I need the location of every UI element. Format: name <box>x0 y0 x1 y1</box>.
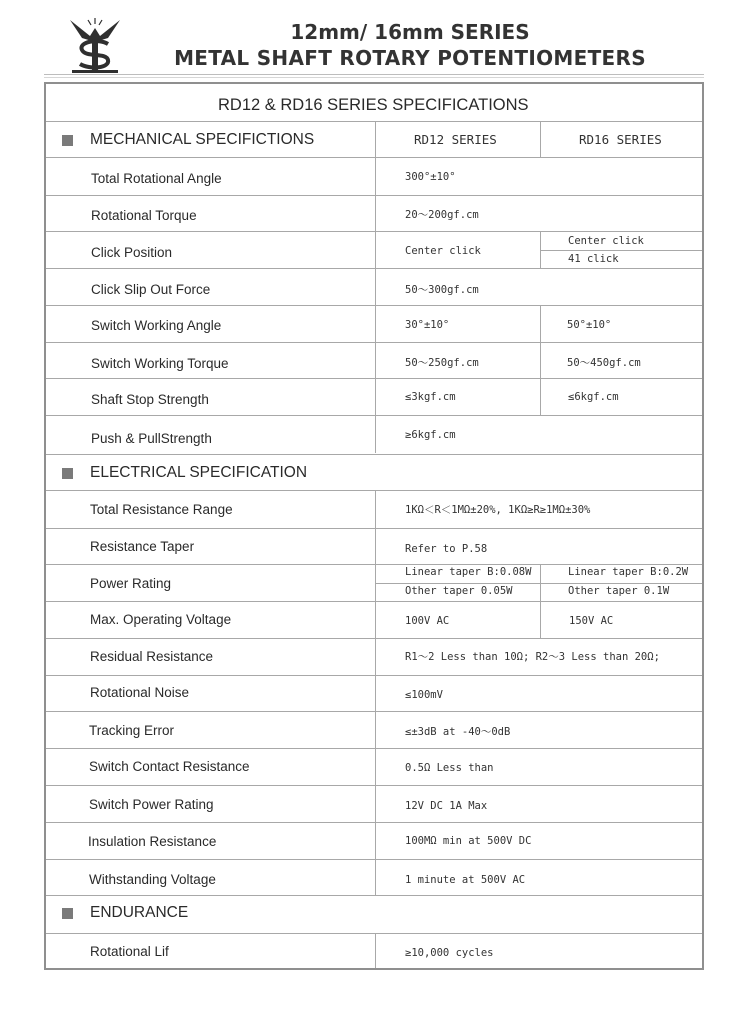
grid-line <box>46 268 702 269</box>
row-label: Resistance Taper <box>90 539 195 554</box>
row-value: 0.5Ω Less than <box>405 762 494 774</box>
row-label: Shaft Stop Strength <box>91 392 209 407</box>
electrical-heading: ELECTRICAL SPECIFICATION <box>90 464 308 481</box>
row-label: Rotational Torque <box>91 208 197 223</box>
column-header-rd16: RD16 SERIES <box>579 132 662 147</box>
grid-line <box>46 564 702 565</box>
row-label: Total Rotational Angle <box>91 171 222 186</box>
grid-line <box>46 342 702 343</box>
grid-line <box>376 583 702 584</box>
row-label: Switch Working Angle <box>91 318 222 333</box>
grid-line <box>540 305 541 415</box>
section-bullet <box>62 468 73 479</box>
grid-line <box>46 822 702 823</box>
grid-line <box>46 601 702 602</box>
row-value: Center click <box>405 245 481 257</box>
row-value: 20～200gf.cm <box>405 209 479 221</box>
row-value: R1～2 Less than 10Ω; R2～3 Less than 20Ω; <box>405 651 660 663</box>
row-value: Refer to P.58 <box>405 543 488 555</box>
grid-line <box>46 675 702 676</box>
row-value: Linear taper B:0.2W <box>568 566 689 578</box>
row-label: Click Position <box>91 245 173 260</box>
grid-line <box>46 305 702 306</box>
row-label: Switch Power Rating <box>89 797 214 812</box>
row-value: 50°±10° <box>567 319 612 331</box>
grid-line <box>46 859 702 860</box>
grid-line <box>46 415 702 416</box>
row-value: ≤100mV <box>405 689 443 701</box>
row-value: 12V DC 1A Max <box>405 800 488 812</box>
grid-line <box>46 933 702 934</box>
page-title-line2: METAL SHAFT ROTARY POTENTIOMETERS <box>174 46 646 70</box>
row-value: 41 click <box>568 253 619 265</box>
header-rule-thin <box>44 77 704 78</box>
row-label: Switch Contact Resistance <box>89 759 250 774</box>
row-value: 150V AC <box>569 615 614 627</box>
mechanical-heading: MECHANICAL SPECIFICTIONS <box>90 131 315 148</box>
grid-line <box>46 528 702 529</box>
grid-line <box>46 195 702 196</box>
row-label: Switch Working Torque <box>91 356 229 371</box>
section-bullet <box>62 135 73 146</box>
grid-line <box>46 711 702 712</box>
row-value: 300°±10° <box>405 171 456 183</box>
grid-line <box>540 231 541 268</box>
row-value: 1 minute at 500V AC <box>405 874 526 886</box>
grid-line <box>375 933 376 968</box>
row-value: 30°±10° <box>405 319 450 331</box>
row-value: Other taper 0.1W <box>568 585 670 597</box>
row-value: 50～250gf.cm <box>405 357 479 369</box>
grid-line <box>46 638 702 639</box>
section-bullet <box>62 908 73 919</box>
row-label: Insulation Resistance <box>88 834 217 849</box>
grid-line <box>46 231 702 232</box>
row-value: ≥6kgf.cm <box>405 429 456 441</box>
grid-line <box>46 785 702 786</box>
grid-line <box>540 564 541 638</box>
header-rule <box>44 74 704 75</box>
grid-line <box>46 895 702 896</box>
endurance-heading: ENDURANCE <box>90 904 189 921</box>
grid-line <box>540 250 702 251</box>
row-value: Linear taper B:0.08W <box>405 566 532 578</box>
row-label: Residual Resistance <box>90 649 214 664</box>
row-value: 1KΩ＜R＜1MΩ±20%, 1KΩ≥R≥1MΩ±30% <box>405 504 591 516</box>
company-logo <box>68 16 122 74</box>
spec-table-title: RD12 & RD16 SERIES SPECIFICATIONS <box>218 96 529 114</box>
row-value: 100MΩ min at 500V DC <box>405 835 532 847</box>
grid-line <box>540 121 541 157</box>
row-value: Center click <box>568 235 644 247</box>
row-label: Click Slip Out Force <box>91 282 211 297</box>
grid-line <box>46 748 702 749</box>
grid-line <box>46 378 702 379</box>
row-value: 50～450gf.cm <box>567 357 641 369</box>
row-label: Push & PullStrength <box>91 431 212 446</box>
grid-line <box>46 121 702 122</box>
row-label: Rotational Lif <box>90 944 169 959</box>
row-label: Rotational Noise <box>90 685 190 700</box>
row-value: Other taper 0.05W <box>405 585 513 597</box>
row-value: ≤±3dB at -40～0dB <box>405 726 511 738</box>
grid-line <box>375 490 376 895</box>
row-label: Max. Operating Voltage <box>90 612 232 627</box>
grid-line <box>46 157 702 158</box>
row-value: ≤3kgf.cm <box>405 391 456 403</box>
row-value: ≤6kgf.cm <box>568 391 619 403</box>
column-header-rd12: RD12 SERIES <box>414 132 497 147</box>
grid-line <box>46 454 702 455</box>
row-label: Withstanding Voltage <box>89 872 216 887</box>
row-value: ≥10,000 cycles <box>405 947 494 959</box>
row-label: Tracking Error <box>89 723 175 738</box>
grid-line <box>46 490 702 491</box>
row-label: Power Rating <box>90 576 172 591</box>
row-label: Total Resistance Range <box>90 502 233 517</box>
row-value: 100V AC <box>405 615 450 627</box>
row-value: 50～300gf.cm <box>405 284 479 296</box>
page-title-line1: 12mm/ 16mm SERIES <box>290 20 530 44</box>
grid-line <box>375 121 376 453</box>
